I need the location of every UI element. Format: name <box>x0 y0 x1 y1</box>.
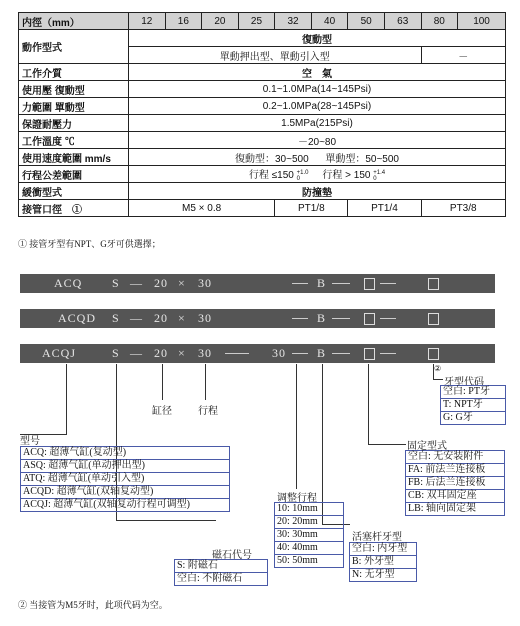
stroke-code-label: 行程 <box>198 406 218 417</box>
speed-double: 復動型：30~500 <box>235 153 309 165</box>
bar-b: B <box>317 276 327 290</box>
buffer-label: 緩衝型式 <box>19 183 129 200</box>
temp-label: 工作溫度 ℃ <box>19 132 129 149</box>
rod-list <box>349 542 417 582</box>
list-item: N: 无牙型 <box>352 569 395 580</box>
list-item: T: NPT牙 <box>441 399 505 412</box>
speed-label: 使用速度範圍 mm/s <box>19 149 129 166</box>
bar-bore: 20 <box>154 276 168 290</box>
single-value: 0.2~1.0MPa(28~145Psi) <box>129 98 506 115</box>
leader-magnet-h <box>116 520 216 521</box>
leader-adjust <box>296 364 297 489</box>
stroke-a-tolerance <box>297 170 309 182</box>
leader-stroke <box>205 364 206 400</box>
leader-mount-h <box>368 444 406 445</box>
bar-times: × <box>178 311 186 325</box>
thread-list <box>440 385 506 425</box>
adjust-title: 调整行程 <box>277 493 317 504</box>
bar-slot-box <box>428 313 439 325</box>
bore-cell: 25 <box>238 13 275 30</box>
type-title: 型号 <box>20 436 40 447</box>
list-item: 空白: PT牙 <box>441 386 505 399</box>
tol-down: 0 <box>296 175 300 182</box>
code-bar-acq <box>20 274 495 293</box>
bar-slot-box <box>428 348 439 360</box>
bar-dash: — <box>130 276 143 290</box>
rod-title: 活塞杆牙型 <box>352 532 402 543</box>
buffer-row <box>19 183 506 200</box>
list-item: FA: 前法兰连接板 <box>406 464 504 477</box>
thread-circle-mark: ② <box>434 364 442 373</box>
bar-dash: — <box>130 346 143 360</box>
list-item: 10: 10mm <box>275 503 343 516</box>
bar-dash: — <box>130 311 143 325</box>
bore-cell: 63 <box>384 13 421 30</box>
double-value: 0.1~1.0MPa(14~145Psi) <box>129 81 506 98</box>
action-single: 單動押出型、單動引入型 <box>129 47 422 64</box>
bar-dash-line <box>292 283 308 284</box>
list-item: LB: 轴向固定架 <box>408 503 477 514</box>
action-row-1 <box>19 30 506 47</box>
bore-cell: 80 <box>421 13 458 30</box>
proof-value: 1.5MPa(215Psi) <box>129 115 506 132</box>
list-item: 空白: 无安装附件 <box>406 451 504 464</box>
tol-up: +1.4 <box>373 169 386 176</box>
bar-dash-line <box>380 283 396 284</box>
code-bar-acqd <box>20 309 495 328</box>
action-label: 動作型式 <box>19 30 129 64</box>
speed-value <box>129 149 506 166</box>
mount-list <box>405 450 505 516</box>
bar-dash-line <box>380 318 396 319</box>
list-item: 空白: 内牙型 <box>350 543 416 556</box>
port-m5: M5 × 0.8 <box>129 200 275 217</box>
bar-dash-line <box>380 353 396 354</box>
bar-s: S <box>112 276 120 290</box>
magnet-list <box>174 559 268 586</box>
bar-model: ACQD <box>58 311 97 325</box>
magnet-title: 磁石代号 <box>212 550 252 561</box>
pressure-row-1 <box>19 81 506 98</box>
proof-label: 保證耐壓力 <box>19 115 129 132</box>
temp-row <box>19 132 506 149</box>
bar-s: S <box>112 346 120 360</box>
bar-adjust: 30 <box>272 346 286 360</box>
bar-stroke: 30 <box>198 311 212 325</box>
spec-table <box>18 12 506 217</box>
bar-bore: 20 <box>154 311 168 325</box>
list-item: ACQD: 超薄气缸(双轴复动型) <box>21 486 229 499</box>
bar-stroke: 30 <box>198 346 212 360</box>
bar-model: ACQJ <box>42 346 77 360</box>
bar-dash-line <box>292 353 308 354</box>
list-item: 50: 50mm <box>277 555 318 566</box>
bar-stroke: 30 <box>198 276 212 290</box>
double-label: 復動型 <box>54 85 85 97</box>
stroke-b-tolerance <box>373 170 385 182</box>
bar-slot-box <box>364 278 375 290</box>
list-item: ATQ: 超薄气缸(单动引入型) <box>21 473 229 486</box>
list-item: B: 外牙型 <box>350 556 416 569</box>
port-label: 接管口徑 ① <box>19 200 129 217</box>
leader-rod <box>322 364 323 524</box>
list-item: 40: 40mm <box>275 542 343 555</box>
bore-cell: 40 <box>311 13 348 30</box>
type-list <box>20 446 230 512</box>
leader-bore <box>162 364 163 400</box>
port-row <box>19 200 506 217</box>
list-item: G: G牙 <box>443 412 473 423</box>
pressure-double-label <box>19 81 129 98</box>
port-pt18: PT1/8 <box>275 200 348 217</box>
note-2: ② 当接管为M5牙时，此项代码为空。 <box>18 600 168 610</box>
speed-row <box>19 149 506 166</box>
bar-dash-line <box>225 353 249 354</box>
list-item: FB: 后法兰连接板 <box>406 477 504 490</box>
list-item: ASQ: 超薄气缸(单动押出型) <box>21 460 229 473</box>
single-label: 單動型 <box>54 102 85 114</box>
thread-title: 牙型代码 <box>444 377 484 388</box>
port-pt38: PT3/8 <box>421 200 506 217</box>
list-item: 30: 30mm <box>275 529 343 542</box>
bar-b: B <box>317 346 327 360</box>
bore-cell: 16 <box>165 13 202 30</box>
bar-bore: 20 <box>154 346 168 360</box>
bar-model: ACQ <box>54 276 83 290</box>
temp-value: －20~80 <box>129 132 506 149</box>
port-pt14: PT1/4 <box>348 200 421 217</box>
bar-b: B <box>317 311 327 325</box>
pressure-single-label <box>19 98 129 115</box>
action-single-na: － <box>421 47 506 64</box>
bore-cell: 100 <box>458 13 506 30</box>
bar-slot-box <box>364 313 375 325</box>
list-item: 空白: 不附磁石 <box>177 573 243 584</box>
bar-dash-line <box>292 318 308 319</box>
bar-slot-box <box>364 348 375 360</box>
bore-row <box>19 13 506 30</box>
buffer-value: 防撞墊 <box>129 183 506 200</box>
action-main: 復動型 <box>129 30 506 47</box>
leader-type <box>66 364 67 434</box>
stroke-a: 行程 ≤150 <box>248 170 294 182</box>
bore-cell: 32 <box>275 13 312 30</box>
stroke-b: 行程 > 150 <box>322 170 371 182</box>
bore-cell: 50 <box>348 13 385 30</box>
proof-row <box>19 115 506 132</box>
bar-times: × <box>178 276 186 290</box>
bore-label: 内徑（mm） <box>19 13 129 30</box>
list-item: S: 附磁石 <box>175 560 267 573</box>
stroke-label: 行程公差範圍 <box>19 166 129 183</box>
list-item: 20: 20mm <box>275 516 343 529</box>
speed-single: 單動型：50~500 <box>325 153 399 165</box>
bar-dash-line <box>332 283 350 284</box>
list-item: ACQJ: 超薄气缸(双轴复动行程可调型) <box>23 499 190 510</box>
adjust-list <box>274 502 344 568</box>
note-1: ① 接管牙型有NPT、G牙可供選擇； <box>18 239 161 249</box>
mount-title: 固定型式 <box>407 441 447 452</box>
bar-dash-line <box>332 353 350 354</box>
bore-cell: 20 <box>202 13 239 30</box>
bar-s: S <box>112 311 120 325</box>
leader-thread-h <box>433 379 443 380</box>
medium-row <box>19 64 506 81</box>
bore-code-label: 缸径 <box>152 406 172 417</box>
pressure-label-2: 力範圍 <box>22 102 52 114</box>
bar-dash-line <box>332 318 350 319</box>
bar-times: × <box>178 346 186 360</box>
medium-value: 空 氣 <box>129 64 506 81</box>
pressure-label-1: 使用壓 <box>22 85 52 97</box>
pressure-row-2 <box>19 98 506 115</box>
tol-up: +1.0 <box>296 169 309 176</box>
list-item: CB: 双耳固定座 <box>406 490 504 503</box>
stroke-row <box>19 166 506 183</box>
stroke-value <box>129 166 506 183</box>
code-bar-acqj <box>20 344 495 363</box>
bore-cell: 12 <box>129 13 166 30</box>
bar-slot-box <box>428 278 439 290</box>
tol-down: 0 <box>373 175 377 182</box>
leader-mount <box>368 364 369 444</box>
list-item: ACQ: 超薄气缸(复动型) <box>21 447 229 460</box>
medium-label: 工作介質 <box>19 64 129 81</box>
